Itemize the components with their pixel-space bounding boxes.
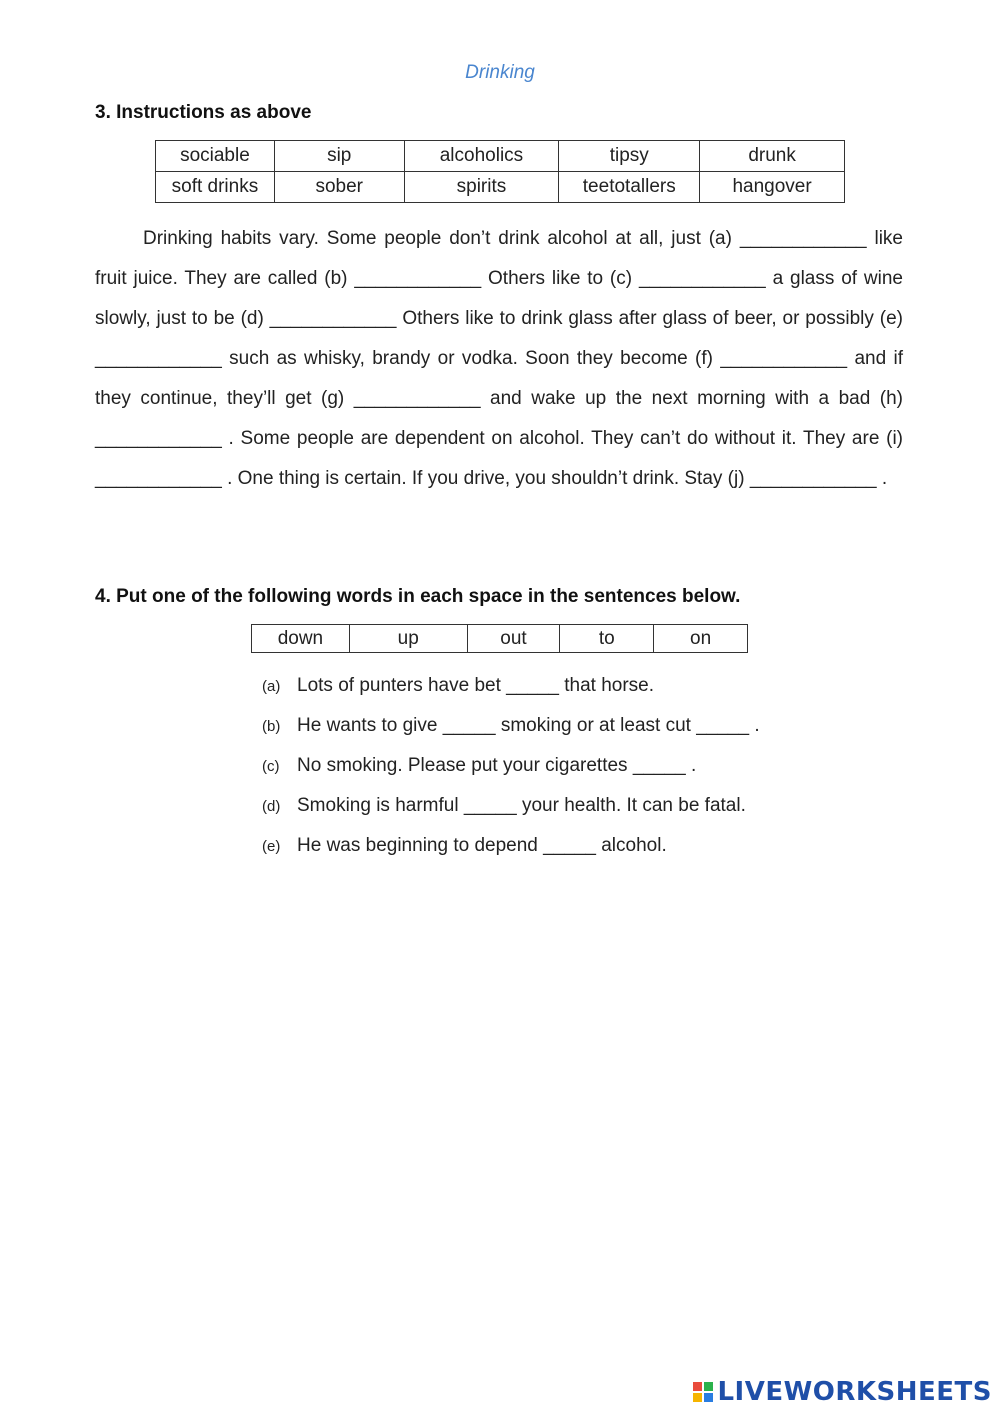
- sentence-item: [262, 708, 760, 748]
- sentence-item: [262, 828, 760, 868]
- sentence-item: [262, 788, 760, 828]
- sentence-text: He was beginning to depend _____ alcohol.: [297, 835, 667, 856]
- word-box-cell: tipsy: [559, 141, 700, 172]
- section-3-word-box: [155, 140, 845, 203]
- word-box-cell: sociable: [156, 141, 275, 172]
- logo-square: [704, 1393, 713, 1402]
- word-box-cell: soft drinks: [156, 172, 275, 203]
- logo-square: [693, 1382, 702, 1391]
- sentence-item: [262, 668, 760, 708]
- word-box-row: [156, 172, 845, 203]
- section-3-paragraph: [95, 219, 903, 499]
- sentence-label: (e): [262, 838, 281, 855]
- word-box-cell: out: [467, 625, 560, 653]
- sentence-text: Lots of punters have bet _____ that horse.: [297, 675, 655, 696]
- logo-square: [693, 1393, 702, 1402]
- word-box-cell: down: [252, 625, 350, 653]
- section-4-sentence-list: [262, 668, 760, 868]
- word-box-row: [252, 625, 748, 653]
- word-box-cell: on: [654, 625, 748, 653]
- word-box-cell: hangover: [700, 172, 845, 203]
- sentence-item: [262, 748, 760, 788]
- word-box-cell: to: [560, 625, 654, 653]
- word-box-cell: spirits: [404, 172, 559, 203]
- logo-icon: [693, 1382, 713, 1402]
- sentence-label: (a): [262, 678, 281, 695]
- worksheet-title: Drinking: [465, 62, 535, 83]
- liveworksheets-logo: [693, 1377, 992, 1407]
- word-box-cell: drunk: [700, 141, 845, 172]
- section-3-heading: 3. Instructions as above: [95, 102, 312, 123]
- sentence-label: (c): [262, 758, 280, 775]
- sentence-label: (b): [262, 718, 281, 735]
- sentence-text: He wants to give _____ smoking or at least cut _____ .: [297, 715, 760, 736]
- word-box-cell: teetotallers: [559, 172, 700, 203]
- paragraph-text: Drinking habits vary. Some people don’t drink alcohol at all, just (a) ____________ like fruit juice. They are called (b) ____________ Others like to (c) ____________ a glass of wine slowly, just to be (d) ____________ Others like to drink glass after glass of beer, or possibly (e) ____________ such as whisky, brandy or vodka. Soon they become (f) ____________ and if they continue, they’ll get (g) ____________ and wake up the next morning with a bad (h) ____________ . Some people are dependent on alcohol. They can’t do without it. They are (i) ____________ . One thing is certain. If you drive, you shouldn’t drink. Stay (j) ____________ .: [95, 228, 903, 489]
- sentence-text: Smoking is harmful _____ your health. It can be fatal.: [297, 795, 746, 816]
- section-4-heading: 4. Put one of the following words in each space in the sentences below.: [95, 586, 741, 607]
- word-box-cell: sip: [274, 141, 404, 172]
- sentence-label: (d): [262, 798, 281, 815]
- word-box-row: [156, 141, 845, 172]
- word-box-cell: sober: [274, 172, 404, 203]
- logo-square: [704, 1382, 713, 1391]
- section-4-word-box: [251, 624, 748, 653]
- word-box-cell: up: [349, 625, 467, 653]
- sentence-text: No smoking. Please put your cigarettes _____ .: [297, 755, 697, 776]
- logo-text: LIVEWORKSHEETS: [717, 1377, 992, 1407]
- word-box-cell: alcoholics: [404, 141, 559, 172]
